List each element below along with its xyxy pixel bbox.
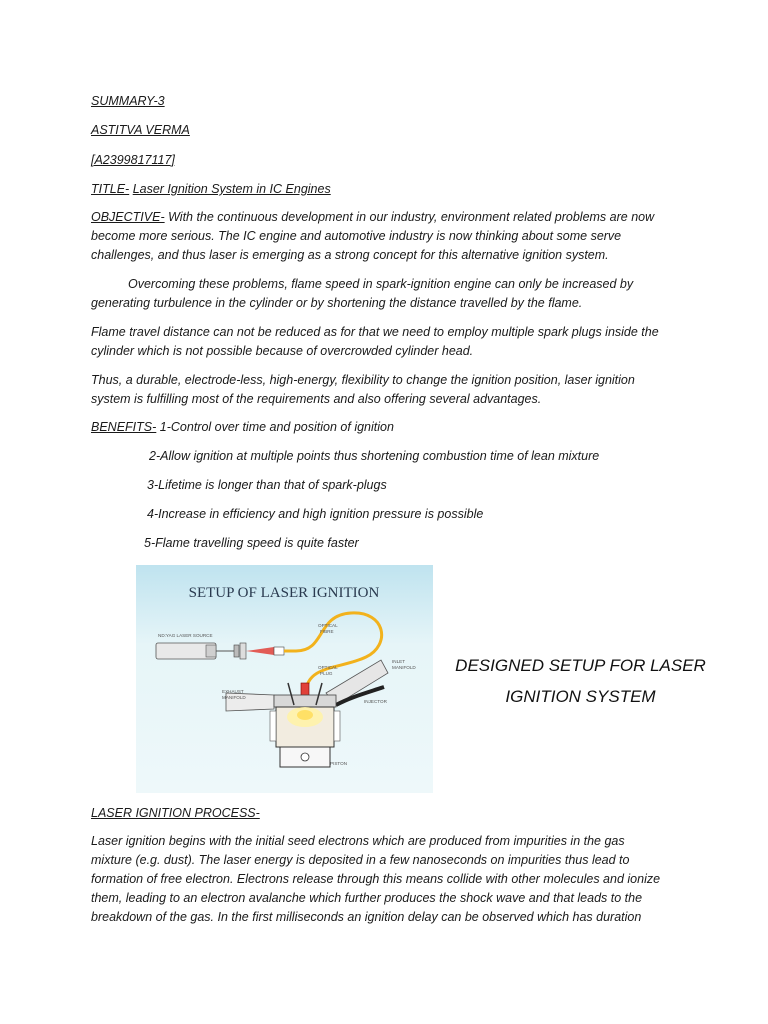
author-name: ASTITVA VERMA bbox=[91, 123, 190, 137]
title-label: TITLE- bbox=[91, 182, 130, 196]
thus-line-2: system is fulfilling most of the requirements and also offering several advantages. bbox=[91, 392, 542, 406]
label-injector: INJECTOR bbox=[364, 699, 387, 704]
process-paragraph bbox=[91, 832, 691, 927]
process-heading: LASER IGNITION PROCESS- bbox=[91, 806, 260, 820]
thus-paragraph bbox=[91, 371, 681, 409]
process-line-2: mixture (e.g. dust). The laser energy is deposited in a few nanoseconds on impurities thus lead to bbox=[91, 853, 630, 867]
label-inlet-2: MANIFOLD bbox=[392, 665, 416, 670]
laser-beam bbox=[246, 647, 274, 655]
benefit-item-5: 5-Flame travelling speed is quite faster bbox=[144, 536, 359, 550]
label-exhaust-1: EXHAUST bbox=[222, 689, 244, 694]
flame-core bbox=[297, 710, 313, 720]
objective-paragraph bbox=[91, 208, 681, 265]
cylinder-wall-right bbox=[334, 711, 340, 741]
student-id: [A2399817117] bbox=[91, 153, 175, 167]
benefit-item-4: 4-Increase in efficiency and high ignition pressure is possible bbox=[147, 507, 484, 521]
label-optical-plug-2: PLUG bbox=[320, 671, 333, 676]
laser-source-cap bbox=[206, 645, 216, 657]
caption-line-2: IGNITION SYSTEM bbox=[505, 687, 656, 706]
overcoming-line-1: Overcoming these problems, flame speed in spark-ignition engine can only be increased by bbox=[128, 277, 634, 291]
piston-pin bbox=[301, 753, 309, 761]
cylinder-wall-left bbox=[270, 711, 276, 741]
label-laser-source: ND:YAG LASER SOURCE bbox=[158, 633, 213, 638]
label-inlet-1: INLET bbox=[392, 659, 406, 664]
overcoming-line-2: generating turbulence in the cylinder or by shortening the distance travelled by the flame. bbox=[91, 296, 583, 310]
fibre-coupler bbox=[274, 647, 284, 655]
caption-line-1: DESIGNED SETUP FOR LASER bbox=[455, 656, 706, 675]
figure-title: SETUP OF LASER IGNITION bbox=[188, 585, 380, 601]
objective-label: OBJECTIVE- bbox=[91, 210, 165, 224]
benefit-item-1: BENEFITS- 1-Control over time and position of ignition bbox=[91, 420, 394, 434]
laser-ignition-setup-diagram bbox=[136, 565, 433, 793]
overcoming-paragraph bbox=[91, 275, 681, 313]
flame-travel-line-2: cylinder which is not possible because of overcrowded cylinder head. bbox=[91, 344, 474, 358]
title-text: Laser Ignition System in IC Engines bbox=[132, 182, 331, 196]
objective-line-1: OBJECTIVE- With the continuous development in our industry, environment related problems are now bbox=[91, 210, 655, 224]
label-piston: PISTON bbox=[330, 761, 348, 766]
process-line-3: formation of free electron. Electrons release through this means collide with other molecules and ionize bbox=[91, 872, 661, 886]
objective-line-2: become more serious. The IC engine and automotive industry is now thinking about some serve bbox=[91, 229, 622, 243]
benefit-item-2: 2-Allow ignition at multiple points thus shortening combustion time of lean mixture bbox=[149, 449, 600, 463]
flame-travel-paragraph bbox=[91, 323, 681, 361]
process-line-1: Laser ignition begins with the initial seed electrons which are produced from impurities in the gas bbox=[91, 834, 625, 848]
optic-mount bbox=[234, 645, 239, 657]
label-optical-plug-1: OPTICAL bbox=[318, 665, 338, 670]
process-line-4: them, leading to an electron avalanche which further produces the shock wave and that leads to the bbox=[91, 891, 643, 905]
figure-caption bbox=[448, 650, 713, 712]
title-line bbox=[91, 180, 331, 198]
cylinder-head bbox=[274, 695, 336, 707]
benefit-item-3: 3-Lifetime is longer than that of spark-plugs bbox=[147, 478, 387, 492]
label-optical-fibre-2: FIBRE bbox=[320, 629, 334, 634]
label-optical-fibre-1: OPTICAL bbox=[318, 623, 338, 628]
label-exhaust-2: MANIFOLD bbox=[222, 695, 246, 700]
objective-line-3: challenges, and thus laser is emerging as a strong concept for this alternative ignition system. bbox=[91, 248, 609, 262]
summary-heading: SUMMARY-3 bbox=[91, 94, 165, 108]
process-line-5: breakdown of the gas. In the first milliseconds an ignition delay can be observed which has duration bbox=[91, 910, 642, 924]
flame-travel-line-1: Flame travel distance can not be reduced as for that we need to employ multiple spark plugs inside the bbox=[91, 325, 659, 339]
benefits-label: BENEFITS- bbox=[91, 420, 157, 434]
thus-line-1: Thus, a durable, electrode-less, high-energy, flexibility to change the ignition position, laser ignition bbox=[91, 373, 635, 387]
lens-holder bbox=[240, 643, 246, 659]
